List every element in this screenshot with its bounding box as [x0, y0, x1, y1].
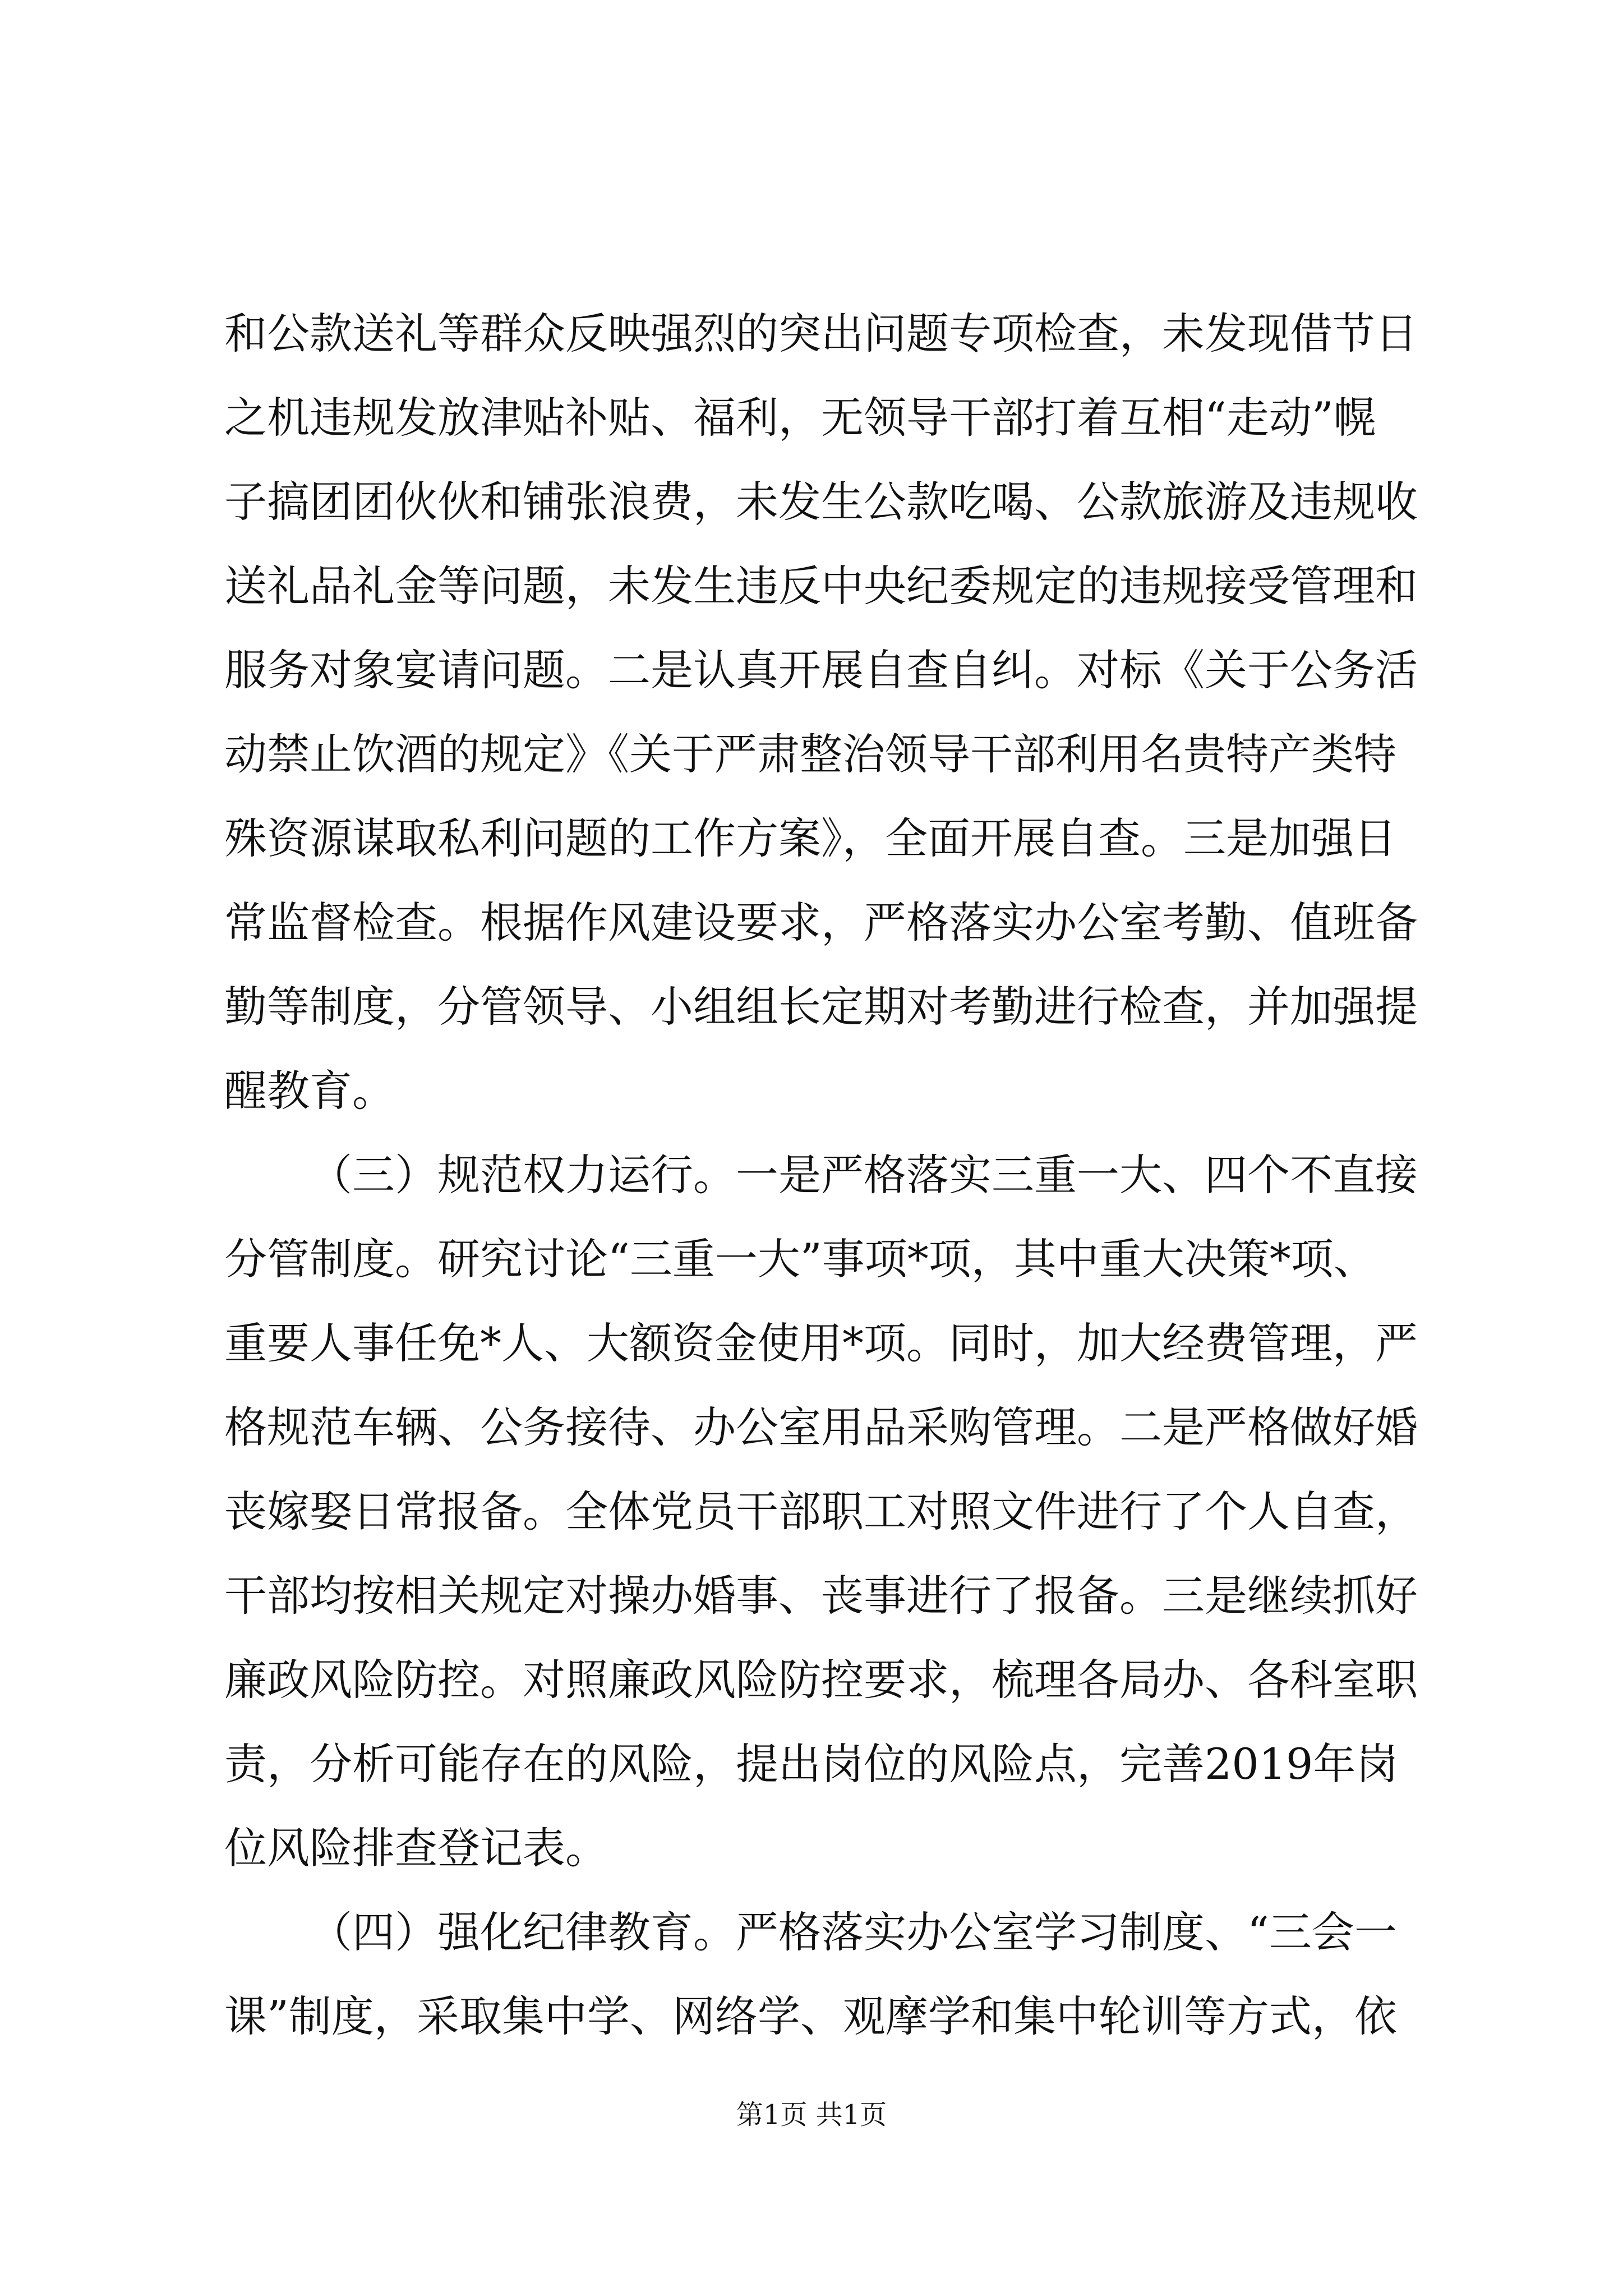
- body-line-5: 服务对象宴请问题。二是认真开展自查自纠。对标《关于公务活: [224, 645, 1418, 695]
- page-footer: 第1页 共1页: [736, 2099, 887, 2131]
- body-line-4: 送礼品礼金等问题，未发生违反中央纪委规定的违规接受管理和: [224, 561, 1418, 611]
- body-line-18: 责，分析可能存在的风险，提出岗位的风险点，完善2019年岗: [224, 1739, 1399, 1789]
- body-line-3: 子搞团团伙伙和铺张浪费，未发生公款吃喝、公款旅游及违规收: [224, 477, 1418, 527]
- body-line-17: 廉政风险防控。对照廉政风险防控要求，梳理各局办、各科室职: [224, 1655, 1418, 1705]
- body-line-21: 课”制度，采取集中学、网络学、观摩学和集中轮训等方式，依: [224, 1991, 1397, 2041]
- body-line-8: 常监督检查。根据作风建设要求，严格落实办公室考勤、值班备: [224, 898, 1418, 947]
- body-line-19: 位风险排查登记表。: [224, 1823, 608, 1873]
- body-line-16: 干部均按相关规定对操办婚事、丧事进行了报备。三是继续抓好: [224, 1571, 1418, 1621]
- body-line-2: 之机违规发放津贴补贴、福利，无领导干部打着互相“走动”幌: [224, 393, 1376, 443]
- body-line-7: 殊资源谋取私利问题的工作方案》，全面开展自查。三是加强日: [224, 813, 1396, 863]
- body-line-12: 分管制度。研究讨论“三重一大”事项*项，其中重大决策*项、: [224, 1234, 1376, 1284]
- section-4-first-line: （四）强化纪律教育。严格落实办公室学习制度、“三会一: [310, 1907, 1397, 1957]
- body-line-14: 格规范车辆、公务接待、办公室用品采购管理。二是严格做好婚: [224, 1402, 1418, 1452]
- body-line-9: 勤等制度，分管领导、小组组长定期对考勤进行检查，并加强提: [224, 982, 1418, 1032]
- body-line-6: 动禁止饮酒的规定》《关于严肃整治领导干部利用名贵特产类特: [224, 729, 1396, 779]
- body-line-13: 重要人事任免*人、大额资金使用*项。同时，加大经费管理，严: [224, 1318, 1418, 1368]
- section-3-first-line: （三）规范权力运行。一是严格落实三重一大、四个不直接: [310, 1150, 1418, 1200]
- body-line-10: 醒教育。: [224, 1066, 395, 1116]
- body-line-1: 和公款送礼等群众反映强烈的突出问题专项检查，未发现借节日: [224, 309, 1418, 358]
- body-line-15: 丧嫁娶日常报备。全体党员干部职工对照文件进行了个人自查，: [224, 1487, 1418, 1536]
